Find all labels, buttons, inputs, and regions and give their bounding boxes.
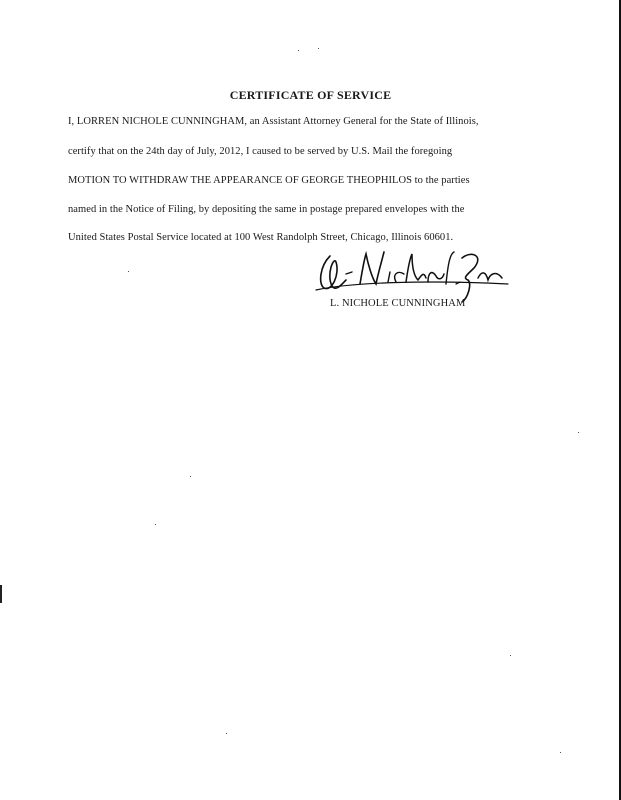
scan-mark <box>0 585 2 603</box>
scan-speck <box>560 752 561 753</box>
body-line: MOTION TO WITHDRAW THE APPEARANCE OF GEORGE THEOPHILOS to the parties <box>68 175 470 186</box>
scan-speck <box>155 524 156 525</box>
body-line: certify that on the 24th day of July, 2012, I caused to be served by U.S. Mail the foregoing <box>68 146 453 157</box>
scan-speck <box>510 655 511 656</box>
document-title: CERTIFICATE OF SERVICE <box>229 88 392 102</box>
scan-speck <box>128 271 129 272</box>
signer-name: L. NICHOLE CUNNINGHAM <box>330 298 466 309</box>
scan-speck <box>578 432 579 433</box>
handwritten-signature <box>312 244 512 304</box>
scan-speck <box>298 50 299 51</box>
body-line: I, LORREN NICHOLE CUNNINGHAM, an Assistant Attorney General for the State of Illinois, <box>68 116 479 127</box>
body-line: named in the Notice of Filing, by depositing the same in postage prepared envelopes with the <box>68 204 465 215</box>
scan-speck <box>226 733 227 734</box>
scan-speck <box>190 476 191 477</box>
body-line: United States Postal Service located at 100 West Randolph Street, Chicago, Illinois 60601. <box>68 232 454 243</box>
scan-speck <box>318 48 319 49</box>
